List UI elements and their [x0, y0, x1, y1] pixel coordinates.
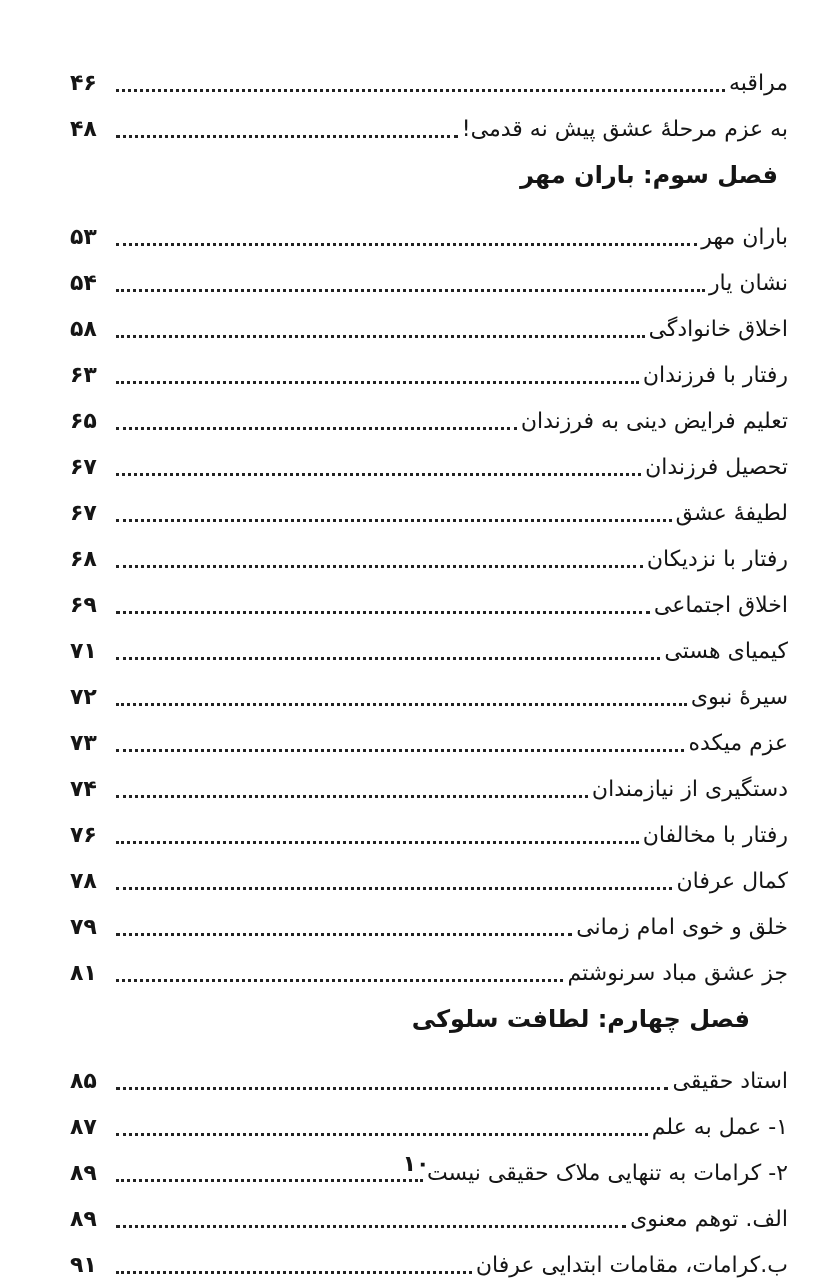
toc-entry — [70, 344, 788, 390]
dot-leader — [116, 1179, 423, 1182]
dot-leader — [116, 979, 563, 982]
dot-leader — [116, 611, 650, 614]
toc-entry-page: ۸۹ — [70, 1161, 97, 1186]
dot-leader — [116, 749, 684, 752]
toc-entry-title: ب.کرامات، مقامات ابتدایی عرفان — [475, 1253, 788, 1278]
toc-entry-page: ۸۹ — [70, 1207, 97, 1232]
toc-entry-title: کمال عرفان — [676, 869, 788, 894]
toc-entry-title: مراقبه — [729, 71, 788, 96]
toc-entry — [70, 52, 788, 98]
dot-leader — [116, 1133, 648, 1136]
toc-entry-page: ۷۹ — [70, 915, 97, 940]
toc-entry — [70, 666, 788, 712]
toc-entry-page: ۷۲ — [70, 685, 97, 710]
dot-leader — [116, 89, 725, 92]
toc-entry — [70, 1188, 788, 1234]
toc-entry-title: رفتار با مخالفان — [642, 823, 788, 848]
toc-entry — [70, 712, 788, 758]
chapter-title: فصل چهارم: لطافت سلوکی — [411, 1005, 750, 1033]
toc-entry — [70, 252, 788, 298]
page-number: ۱۰ — [402, 1152, 430, 1177]
toc-entry — [70, 482, 788, 528]
toc-entry-page: ۹۱ — [70, 1253, 97, 1278]
toc-entry-page: ۴۶ — [70, 71, 97, 96]
toc-entry — [70, 620, 788, 666]
dot-leader — [116, 841, 639, 844]
toc-entry — [70, 1234, 788, 1280]
toc-entry — [70, 98, 788, 144]
toc-entry — [70, 804, 788, 850]
dot-leader — [116, 933, 572, 936]
toc-entry-page: ۶۳ — [70, 363, 97, 388]
toc-entry-title: سیرهٔ نبوی — [690, 685, 788, 710]
toc-entry-page: ۸۷ — [70, 1115, 97, 1140]
dot-leader — [116, 289, 705, 292]
chapter-heading — [70, 988, 788, 1050]
dot-leader — [116, 381, 639, 384]
toc-entry-title: استاد حقیقی — [672, 1069, 788, 1094]
dot-leader — [116, 335, 645, 338]
toc-entry-page: ۴۸ — [70, 117, 97, 142]
toc-entry-title: جز عشق مباد سرنوشتم — [567, 961, 788, 986]
dot-leader — [116, 703, 687, 706]
table-of-contents — [70, 52, 788, 1280]
toc-entry-title: رفتار با فرزندان — [642, 363, 788, 388]
toc-entry-page: ۵۴ — [70, 271, 97, 296]
toc-entry-title: اخلاق اجتماعی — [653, 593, 788, 618]
toc-entry-page: ۷۳ — [70, 731, 97, 756]
toc-entry-page: ۷۴ — [70, 777, 97, 802]
toc-entry-title: به عزم مرحلهٔ عشق پیش نه قدمی! — [461, 117, 788, 142]
toc-entry-title: اخلاق خانوادگی — [648, 317, 788, 342]
toc-entry-title: لطیفهٔ عشق — [675, 501, 788, 526]
toc-entry-page: ۷۱ — [70, 639, 97, 664]
toc-entry-page: ۶۷ — [70, 455, 97, 480]
dot-leader — [116, 135, 458, 138]
toc-entry-page: ۶۹ — [70, 593, 97, 618]
toc-entry-page: ۷۶ — [70, 823, 97, 848]
toc-entry-title: الف. توهم معنوی — [630, 1207, 788, 1232]
toc-entry — [70, 390, 788, 436]
dot-leader — [116, 657, 660, 660]
toc-entry — [70, 896, 788, 942]
toc-entry-title: تحصیل فرزندان — [645, 455, 788, 480]
dot-leader — [116, 1225, 626, 1228]
toc-entry-title: دستگیری از نیازمندان — [591, 777, 788, 802]
chapter-title: فصل سوم: باران مهر — [520, 161, 778, 189]
toc-entry-title: باران مهر — [701, 225, 788, 250]
chapter-heading — [70, 144, 788, 206]
dot-leader — [116, 473, 641, 476]
toc-entry — [70, 436, 788, 482]
toc-entry-title: رفتار با نزدیکان — [646, 547, 788, 572]
dot-leader — [116, 565, 643, 568]
dot-leader — [116, 243, 697, 246]
toc-entry-page: ۵۳ — [70, 225, 97, 250]
toc-entry — [70, 1096, 788, 1142]
toc-entry-title: کیمیای هستی — [664, 639, 788, 664]
toc-entry — [70, 758, 788, 804]
toc-entry-page: ۸۵ — [70, 1069, 97, 1094]
toc-entry-title: خلق و خوی امام زمانی — [576, 915, 788, 940]
toc-entry — [70, 298, 788, 344]
toc-entry — [70, 942, 788, 988]
dot-leader — [116, 519, 672, 522]
toc-entry-page: ۵۸ — [70, 317, 97, 342]
dot-leader — [116, 887, 672, 890]
toc-entry — [70, 206, 788, 252]
toc-entry-title: عزم میکده — [688, 731, 788, 756]
toc-entry — [70, 850, 788, 896]
toc-entry — [70, 528, 788, 574]
toc-entry-title: نشان یار — [708, 271, 788, 296]
toc-entry — [70, 574, 788, 620]
dot-leader — [116, 1087, 668, 1090]
dot-leader — [116, 1271, 472, 1274]
toc-entry-title: ۲- کرامات به تنهایی ملاک حقیقی نیست — [426, 1161, 788, 1186]
toc-entry-page: ۶۵ — [70, 409, 97, 434]
toc-entry-title: ۱- عمل به علم — [651, 1115, 788, 1140]
toc-entry-page: ۶۷ — [70, 501, 97, 526]
toc-entry-page: ۶۸ — [70, 547, 97, 572]
toc-entry-page: ۸۱ — [70, 961, 97, 986]
toc-entry-title: تعلیم فرایض دینی به فرزندان — [520, 409, 788, 434]
dot-leader — [116, 427, 517, 430]
dot-leader — [116, 795, 588, 798]
toc-entry-page: ۷۸ — [70, 869, 97, 894]
toc-entry — [70, 1050, 788, 1096]
